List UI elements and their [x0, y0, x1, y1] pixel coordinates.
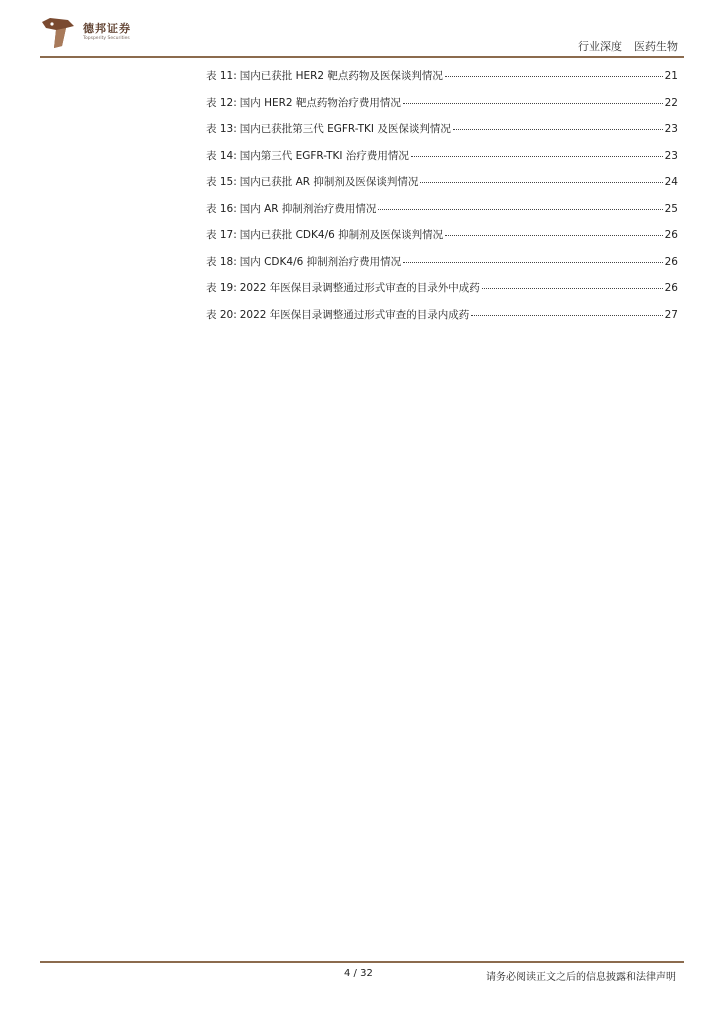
toc-entry[interactable] [206, 201, 678, 228]
toc-entry[interactable] [206, 95, 678, 122]
toc-entry-label: 表 18: [206, 255, 237, 268]
toc-entry[interactable] [206, 148, 678, 175]
toc-leader-dots [471, 315, 662, 316]
company-logo [40, 16, 140, 50]
toc-entry-title: 国内 HER2 靶点药物治疗费用情况 [239, 96, 401, 109]
disclaimer-note: 请务必阅读正文之后的信息披露和法律声明 [486, 972, 676, 983]
toc-leader-dots [420, 182, 662, 183]
toc-entry-title: 国内已获批第三代 EGFR-TKI 及医保谈判情况 [239, 123, 451, 135]
toc-entry-label: 表 13: [206, 123, 237, 135]
toc-leader-dots [411, 156, 663, 157]
toc-leader-dots [482, 288, 663, 289]
toc-entry[interactable] [206, 227, 678, 254]
toc-entry-page: 23 [664, 123, 678, 135]
brand-name-en: Topsperity Securities [83, 36, 130, 41]
header-tags [578, 38, 678, 54]
toc-entry-page: 23 [664, 149, 678, 162]
header-divider [40, 56, 684, 58]
toc-entry[interactable] [206, 174, 678, 201]
toc-entry-page: 26 [664, 255, 678, 268]
toc-entry-label: 表 20: [206, 308, 237, 321]
toc-leader-dots [445, 76, 663, 77]
industry-tag: 医药生物 [634, 40, 678, 53]
toc-entry-page: 21 [664, 70, 678, 82]
toc-entry-page: 22 [664, 96, 678, 109]
toc-leader-dots [453, 129, 663, 130]
toc-entry-page: 25 [664, 202, 678, 215]
page-number: 4 / 32 [344, 968, 373, 979]
toc-leader-dots [403, 262, 662, 263]
footer-divider [40, 961, 684, 963]
toc-entry-title: 2022 年医保目录调整通过形式审查的目录外中成药 [239, 282, 480, 294]
toc-entry-title: 国内第三代 EGFR-TKI 治疗费用情况 [239, 149, 409, 162]
table-of-contents [206, 68, 678, 333]
toc-leader-dots [378, 209, 662, 210]
toc-entry-label: 表 12: [206, 96, 237, 109]
toc-entry-title: 2022 年医保目录调整通过形式审查的目录内成药 [239, 308, 470, 321]
toc-entry-title: 国内 AR 抑制剂治疗费用情况 [239, 202, 377, 215]
toc-entry-title: 国内已获批 AR 抑制剂及医保谈判情况 [239, 176, 419, 188]
toc-entry-page: 26 [664, 282, 678, 294]
toc-entry-page: 24 [664, 176, 678, 188]
toc-entry[interactable] [206, 307, 678, 334]
toc-entry-label: 表 15: [206, 176, 237, 188]
toc-entry-title: 国内已获批 HER2 靶点药物及医保谈判情况 [239, 70, 443, 82]
toc-entry-label: 表 11: [206, 70, 237, 82]
toc-entry-label: 表 19: [206, 282, 237, 294]
toc-entry-label: 表 14: [206, 149, 237, 162]
toc-entry-title: 国内已获批 CDK4/6 抑制剂及医保谈判情况 [239, 229, 444, 241]
toc-leader-dots [403, 103, 663, 104]
toc-leader-dots [445, 235, 662, 236]
toc-entry[interactable] [206, 121, 678, 148]
toc-entry-page: 27 [664, 308, 678, 321]
toc-entry[interactable] [206, 254, 678, 281]
brand-name-cn: 德邦证券 [83, 22, 131, 35]
toc-entry[interactable] [206, 68, 678, 95]
toc-entry[interactable] [206, 280, 678, 307]
toc-entry-title: 国内 CDK4/6 抑制剂治疗费用情况 [239, 255, 402, 268]
toc-entry-label: 表 17: [206, 229, 237, 241]
report-type-tag: 行业深度 [578, 40, 622, 53]
toc-entry-page: 26 [664, 229, 678, 241]
logo-icon [40, 16, 76, 50]
toc-entry-label: 表 16: [206, 202, 237, 215]
